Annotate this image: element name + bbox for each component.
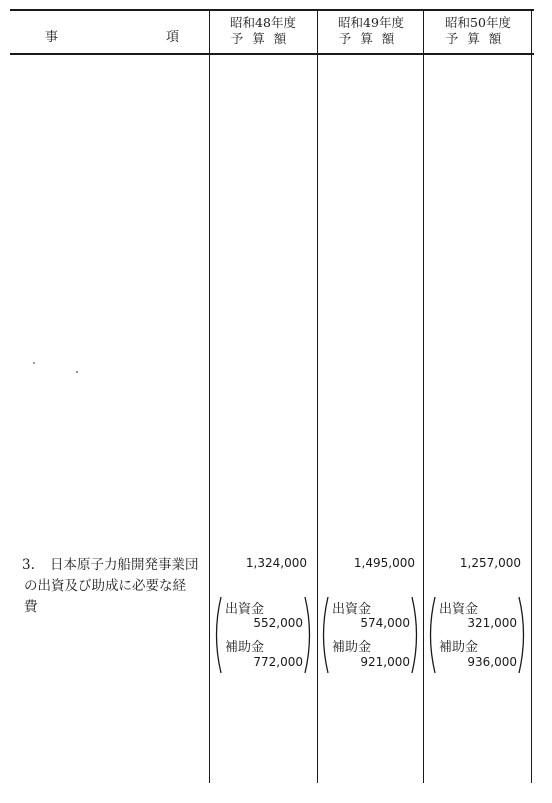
shusshi-label-fy48: 出資金 [225, 602, 265, 617]
shusshi-amount-fy49: 574,000 [360, 616, 410, 630]
total-amount-fy48: 1,324,000 [245, 556, 307, 570]
item-description [22, 555, 208, 618]
item-text-line-3: 費 [24, 599, 38, 615]
right-paren [303, 595, 315, 675]
item-line-1 [22, 555, 208, 576]
total-amount-fy50: 1,257,000 [459, 556, 521, 570]
header-col-fy49 [320, 15, 422, 47]
header-col-fy50-year: 昭和50年度 [445, 15, 511, 30]
header-col-fy50-label: 予算額 [445, 31, 511, 46]
left-paren [425, 595, 437, 675]
left-paren [211, 595, 223, 675]
table-top-rule [10, 9, 534, 11]
header-item-char-2: 項 [166, 30, 180, 45]
header-item-char-1: 事 [45, 30, 59, 45]
item-number: 3. [22, 557, 35, 573]
header-col-fy48-year: 昭和48年度 [230, 15, 296, 30]
scan-speck [76, 371, 78, 373]
shusshi-label-fy49: 出資金 [332, 602, 372, 617]
scan-speck [33, 362, 35, 364]
header-col-fy49-year: 昭和49年度 [338, 15, 404, 30]
item-text-line-2: の出資及び助成に必要な経 [24, 578, 186, 594]
hojo-amount-fy49: 921,000 [360, 655, 410, 669]
shusshi-amount-fy48: 552,000 [253, 616, 303, 630]
header-bottom-rule [10, 53, 534, 55]
header-col-fy48-label: 予算額 [230, 31, 296, 46]
total-amount-fy49: 1,495,000 [353, 556, 415, 570]
hojo-label-fy48: 補助金 [225, 640, 265, 655]
col-divider-right [531, 9, 532, 783]
item-text-line-1: 日本原子力船開発事業団 [50, 557, 199, 573]
hojo-amount-fy50: 936,000 [467, 655, 517, 669]
shusshi-label-fy50: 出資金 [439, 602, 479, 617]
left-paren [318, 595, 330, 675]
right-paren [410, 595, 422, 675]
right-paren [517, 595, 529, 675]
header-col-fy50 [426, 15, 530, 47]
header-col-fy48 [212, 15, 314, 47]
shusshi-amount-fy50: 321,000 [467, 616, 517, 630]
header-col-fy49-label: 予算額 [338, 31, 404, 46]
hojo-label-fy49: 補助金 [332, 640, 372, 655]
hojo-amount-fy48: 772,000 [253, 655, 303, 669]
hojo-label-fy50: 補助金 [439, 640, 479, 655]
